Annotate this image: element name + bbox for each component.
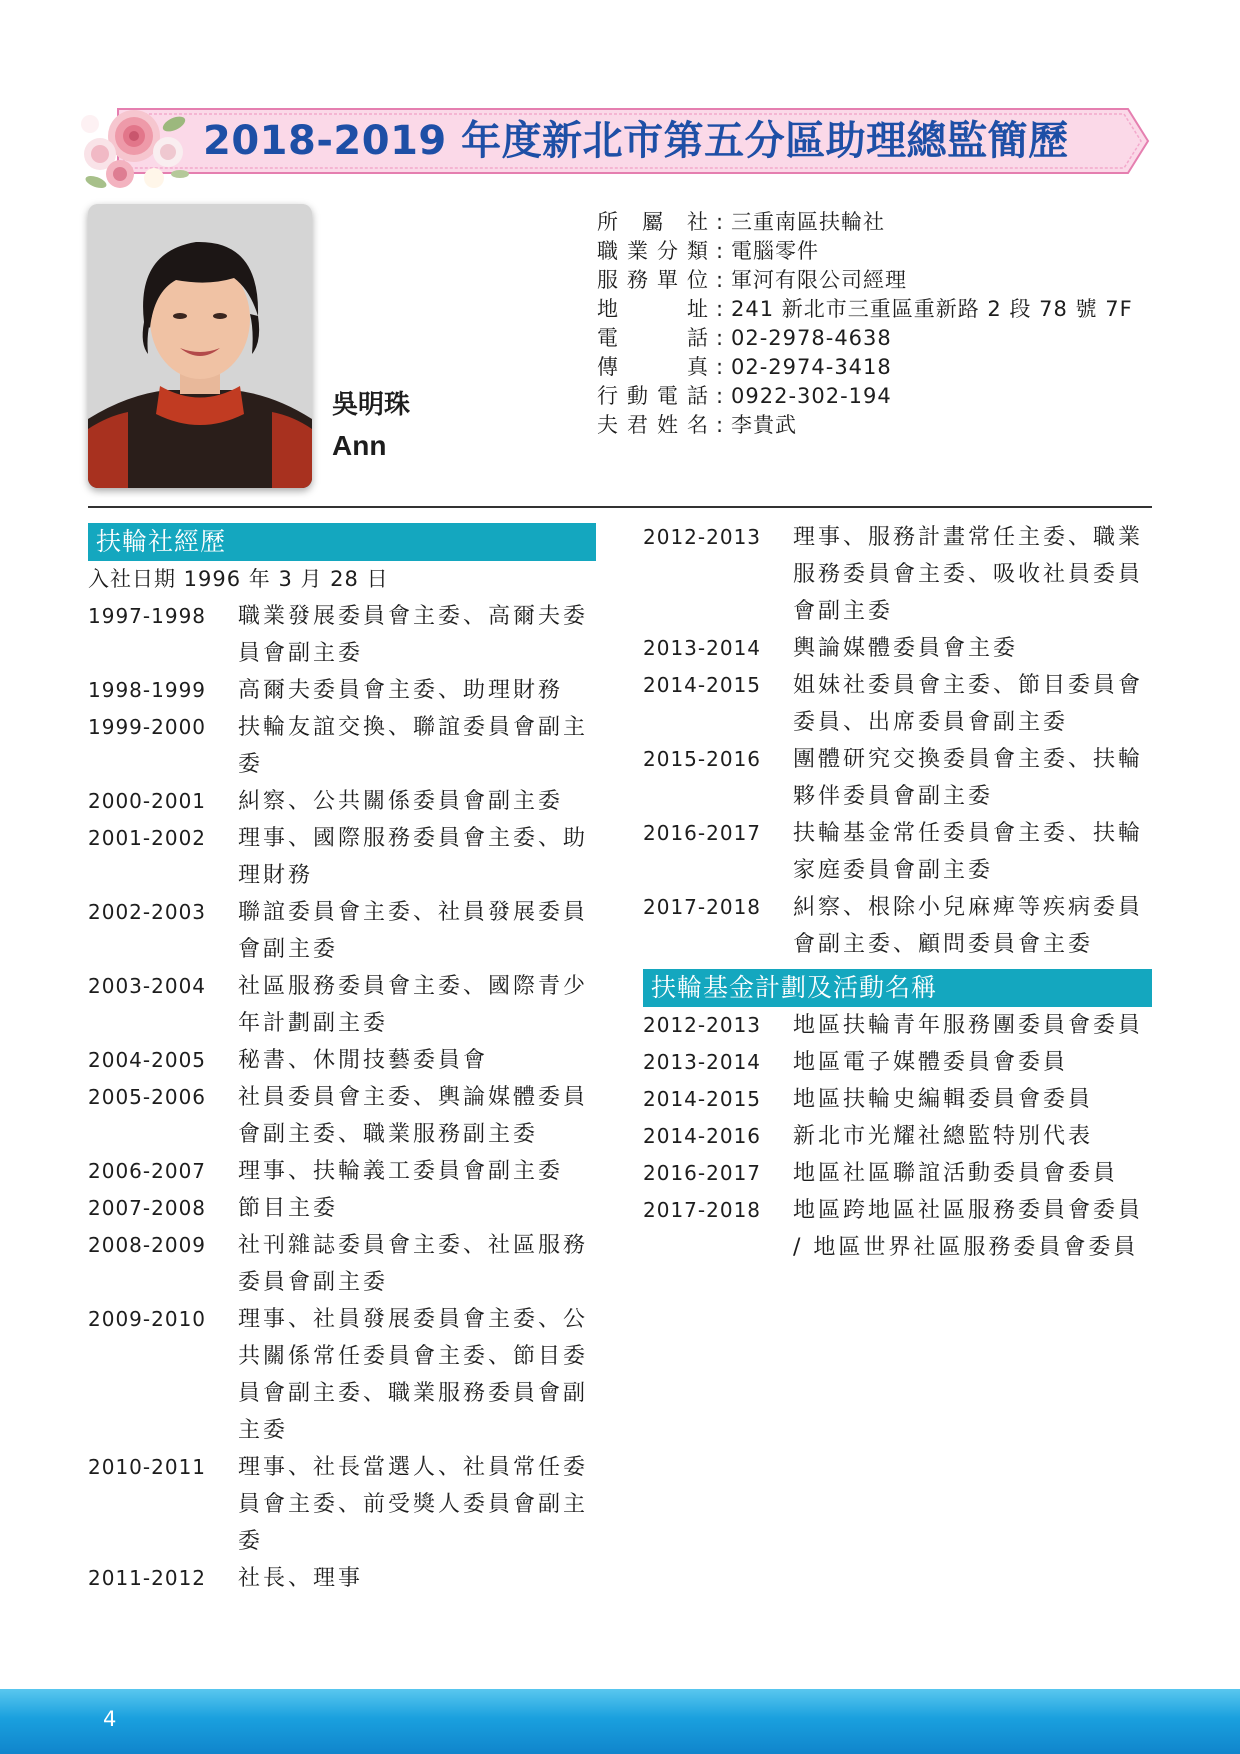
profile-photo: [88, 204, 312, 488]
page-title: 2018-2019 年度新北市第五分區助理總監簡歷: [203, 118, 1069, 164]
history-entry: [88, 968, 596, 1042]
foundation-list: [643, 1007, 1152, 1266]
entry-text: 理事、社員發展委員會主委、公共關係常任委員會主委、節目委員會副主委、職業服務委員會副主委: [238, 1307, 589, 1443]
club-history-list: [88, 598, 596, 1597]
history-entry: [643, 815, 1152, 889]
entry-text: 糾察、公共關係委員會副主委: [238, 789, 564, 814]
page-number: 4: [103, 1707, 117, 1731]
info-row-address: 地址 : 241 新北市三重區重新路 2 段 78 號 7F: [597, 295, 1157, 324]
info-value: 241 新北市三重區重新路 2 段 78 號 7F: [731, 297, 1133, 321]
entry-text: 輿論媒體委員會主委: [793, 636, 1019, 661]
entry-year: 2014-2016: [643, 1124, 762, 1148]
entry-year: 2011-2012: [88, 1566, 207, 1590]
entry-text: 地區電子媒體委員會委員: [793, 1050, 1069, 1075]
history-entry: [643, 1118, 1152, 1155]
history-entry: [643, 1007, 1152, 1044]
page-footer: [0, 1689, 1240, 1754]
entry-text: 秘書、休閒技藝委員會: [238, 1048, 489, 1073]
info-row-club: 所屬社 : 三重南區扶輪社: [597, 208, 1157, 237]
entry-year: 2005-2006: [88, 1085, 207, 1109]
entry-text: 扶輪基金常任委員會主委、扶輪家庭委員會副主委: [793, 821, 1144, 883]
info-label: 職業分類: [597, 239, 709, 263]
entry-year: 2016-2017: [643, 1161, 762, 1185]
entry-year: 2016-2017: [643, 821, 762, 845]
entry-year: 2009-2010: [88, 1307, 207, 1331]
history-entry: [643, 741, 1152, 815]
info-label: 地址: [597, 297, 709, 321]
club-history-column-right: [643, 519, 1152, 1266]
entry-text: 糾察、根除小兒麻痺等疾病委員會副主委、顧問委員會主委: [793, 895, 1144, 957]
info-label: 電話: [597, 326, 709, 350]
entry-year: 2003-2004: [88, 974, 207, 998]
info-value: 0922-302-194: [731, 384, 892, 408]
info-label: 夫君姓名: [597, 413, 709, 437]
entry-text: 團體研究交換委員會主委、扶輪夥伴委員會副主委: [793, 747, 1144, 809]
history-entry: [88, 1560, 596, 1597]
history-entry: [88, 1227, 596, 1301]
entry-year: 2008-2009: [88, 1233, 207, 1257]
entry-text: 新北市光耀社總監特別代表: [793, 1124, 1094, 1149]
club-history-column-left: [88, 523, 596, 1597]
history-entry: [88, 1301, 596, 1449]
info-value: 李貴武: [731, 413, 797, 437]
entry-year: 1997-1998: [88, 604, 207, 628]
entry-text: 地區社區聯誼活動委員會委員: [793, 1161, 1119, 1186]
info-value: 三重南區扶輪社: [731, 210, 885, 234]
entry-text: 理事、社長當選人、社員常任委員會主委、前受獎人委員會副主委: [238, 1455, 589, 1554]
entry-year: 2007-2008: [88, 1196, 207, 1220]
history-entry: [88, 820, 596, 894]
info-label: 行動電話: [597, 384, 709, 408]
history-entry: [88, 894, 596, 968]
entry-text: 社區服務委員會主委、國際青少年計劃副主委: [238, 974, 589, 1036]
history-entry: [88, 598, 596, 672]
entry-year: 1999-2000: [88, 715, 207, 739]
entry-year: 2006-2007: [88, 1159, 207, 1183]
info-label: 傳真: [597, 355, 709, 379]
entry-text: 姐妹社委員會主委、節目委員會委員、出席委員會副主委: [793, 673, 1144, 735]
info-row-fax: 傳真 : 02-2974-3418: [597, 353, 1157, 382]
entry-year: 2012-2013: [643, 1013, 762, 1037]
history-entry: [643, 1155, 1152, 1192]
entry-text: 社長、理事: [238, 1566, 364, 1591]
history-entry: [88, 1190, 596, 1227]
club-history-heading: 扶輪社經歷: [88, 523, 596, 561]
info-row-spouse: 夫君姓名 : 李貴武: [597, 411, 1157, 440]
info-label: 服務單位: [597, 268, 709, 292]
entry-year: 2001-2002: [88, 826, 207, 850]
section-divider: [88, 506, 1152, 508]
info-label: 所屬社: [597, 210, 709, 234]
flower-decoration-icon: [76, 96, 191, 196]
history-entry: [643, 1081, 1152, 1118]
entry-year: 2014-2015: [643, 1087, 762, 1111]
entry-text: 社刊雜誌委員會主委、社區服務委員會副主委: [238, 1233, 589, 1295]
entry-year: 2010-2011: [88, 1455, 207, 1479]
entry-text: 理事、國際服務委員會主委、助理財務: [238, 826, 589, 888]
history-entry: [88, 1153, 596, 1190]
entry-year: 2004-2005: [88, 1048, 207, 1072]
history-entry: [88, 783, 596, 820]
entry-text: 地區跨地區社區服務委員會委員 / 地區世界社區服務委員會委員: [793, 1198, 1144, 1260]
info-row-mobile: 行動電話 : 0922-302-194: [597, 382, 1157, 411]
entry-year: 2000-2001: [88, 789, 207, 813]
history-entry: [88, 1449, 596, 1560]
entry-year: 2017-2018: [643, 895, 762, 919]
info-row-classification: 職業分類 : 電腦零件: [597, 237, 1157, 266]
history-entry: [643, 667, 1152, 741]
info-value: 02-2974-3418: [731, 355, 892, 379]
entry-text: 理事、扶輪義工委員會副主委: [238, 1159, 564, 1184]
contact-info: [597, 208, 1157, 440]
history-entry: [88, 1042, 596, 1079]
info-value: 02-2978-4638: [731, 326, 892, 350]
person-name-english: Ann: [332, 430, 387, 461]
entry-text: 地區扶輪史編輯委員會委員: [793, 1087, 1094, 1112]
entry-text: 扶輪友誼交換、聯誼委員會副主委: [238, 715, 589, 777]
entry-year: 2015-2016: [643, 747, 762, 771]
entry-text: 高爾夫委員會主委、助理財務: [238, 678, 564, 703]
history-entry: [88, 672, 596, 709]
entry-text: 理事、服務計畫常任主委、職業服務委員會主委、吸收社員委員會副主委: [793, 525, 1144, 624]
info-row-phone: 電話 : 02-2978-4638: [597, 324, 1157, 353]
title-banner: [88, 107, 1150, 175]
entry-text: 職業發展委員會主委、高爾夫委員會副主委: [238, 604, 589, 666]
history-entry: [643, 630, 1152, 667]
history-entry: [88, 709, 596, 783]
entry-year: 2013-2014: [643, 1050, 762, 1074]
club-history-list-continued: [643, 519, 1152, 963]
entry-year: 2012-2013: [643, 525, 762, 549]
entry-text: 聯誼委員會主委、社員發展委員會副主委: [238, 900, 589, 962]
entry-year: 2002-2003: [88, 900, 207, 924]
entry-text: 社員委員會主委、輿論媒體委員會副主委、職業服務副主委: [238, 1085, 589, 1147]
entry-text: 節目主委: [238, 1196, 339, 1221]
history-entry: [643, 1044, 1152, 1081]
person-name-chinese: 吳明珠: [332, 390, 411, 420]
history-entry: [643, 1192, 1152, 1266]
history-entry: [643, 519, 1152, 630]
info-value: 軍河有限公司經理: [731, 268, 907, 292]
entry-year: 2017-2018: [643, 1198, 762, 1222]
history-entry: [643, 889, 1152, 963]
entry-year: 2014-2015: [643, 673, 762, 697]
info-value: 電腦零件: [731, 239, 819, 263]
foundation-heading: 扶輪基金計劃及活動名稱: [643, 969, 1152, 1007]
join-date: 入社日期 1996 年 3 月 28 日: [88, 567, 389, 591]
history-entry: [88, 1079, 596, 1153]
entry-text: 地區扶輪青年服務團委員會委員: [793, 1013, 1144, 1038]
entry-year: 1998-1999: [88, 678, 207, 702]
info-row-employer: 服務單位 : 軍河有限公司經理: [597, 266, 1157, 295]
entry-year: 2013-2014: [643, 636, 762, 660]
